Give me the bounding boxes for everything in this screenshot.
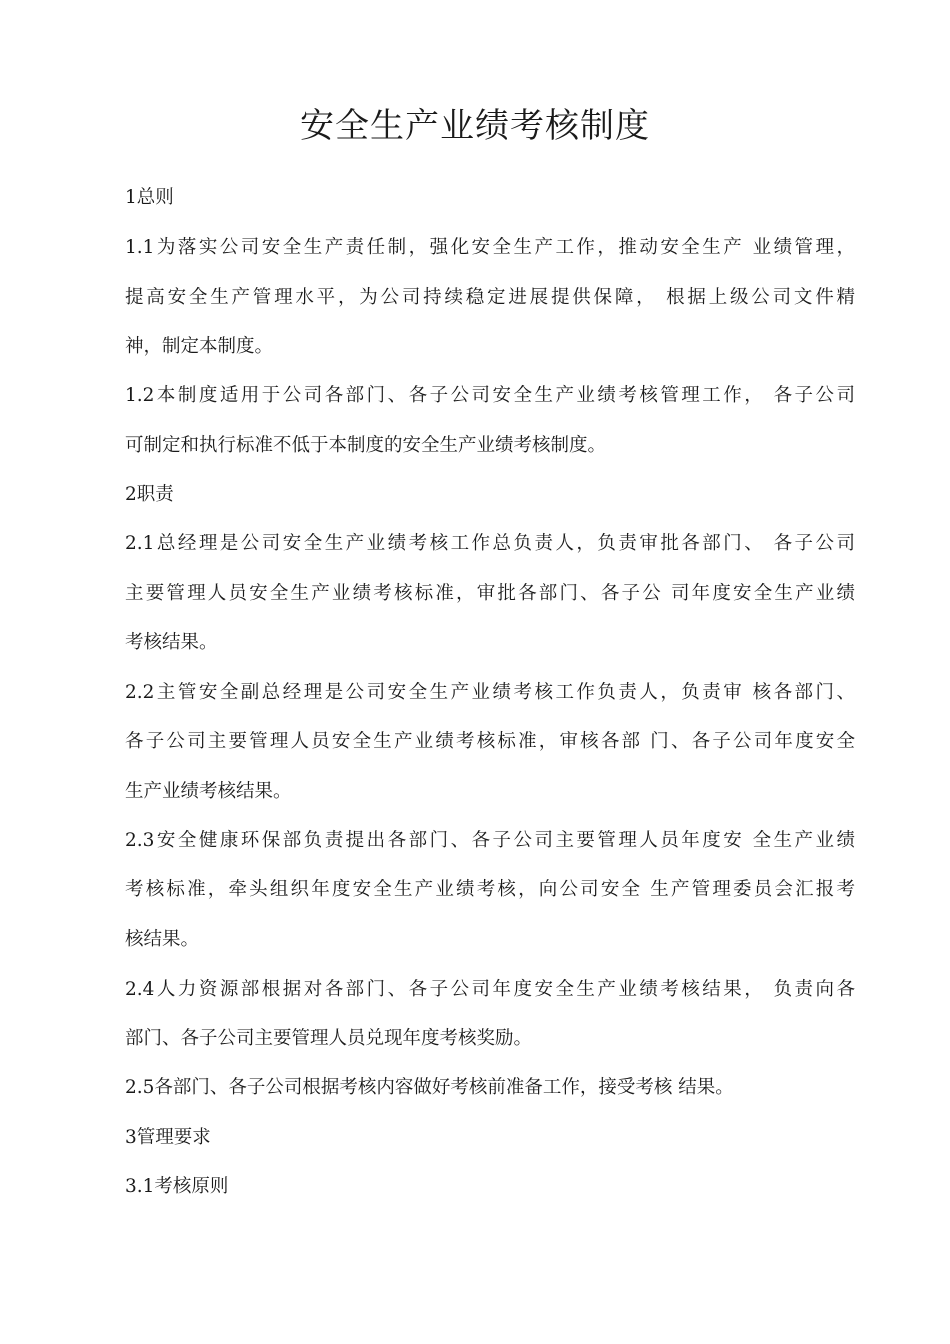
paragraph-line: 核结果。 xyxy=(125,929,200,950)
section-heading-duties: 2职责 xyxy=(125,484,174,505)
paragraph-line: 可制定和执行标准不低于本制度的安全生产业绩考核制度。 xyxy=(125,435,607,456)
paragraph-line: 考核结果。 xyxy=(125,632,218,653)
document-title: 安全生产业绩考核制度 xyxy=(300,106,650,146)
paragraph-line: 2.5各部门、各子公司根据考核内容做好考核前准备工作，接受考核 结果。 xyxy=(125,1077,734,1098)
paragraph-line: 各子公司主要管理人员安全生产业绩考核标准，审核各部 门、各子公司年度安全 xyxy=(125,731,855,752)
paragraph-line: 1.2本制度适用于公司各部门、各子公司安全生产业绩考核管理工作， 各子公司 xyxy=(125,385,855,406)
paragraph-line: 部门、各子公司主要管理人员兑现年度考核奖励。 xyxy=(125,1028,533,1049)
section-heading-general: 1总则 xyxy=(125,187,174,208)
subsection-heading-principles: 3.1考核原则 xyxy=(125,1176,229,1197)
paragraph-line: 2.1总经理是公司安全生产业绩考核工作总负责人，负责审批各部门、 各子公司 xyxy=(125,533,855,554)
paragraph-line: 提高安全生产管理水平，为公司持续稳定进展提供保障， 根据上级公司文件精 xyxy=(125,287,855,308)
paragraph-line: 神，制定本制度。 xyxy=(125,336,274,357)
paragraph-line: 考核标准，牵头组织年度安全生产业绩考核，向公司安全 生产管理委员会汇报考 xyxy=(125,879,855,900)
paragraph-line: 2.4人力资源部根据对各部门、各子公司年度安全生产业绩考核结果， 负责向各 xyxy=(125,979,855,1000)
paragraph-line: 1.1为落实公司安全生产责任制，强化安全生产工作，推动安全生产 业绩管理， xyxy=(125,237,855,258)
paragraph-line: 2.3安全健康环保部负责提出各部门、各子公司主要管理人员年度安 全生产业绩 xyxy=(125,830,855,851)
paragraph-line: 主要管理人员安全生产业绩考核标准，审批各部门、各子公 司年度安全生产业绩 xyxy=(125,583,855,604)
paragraph-line: 2.2主管安全副总经理是公司安全生产业绩考核工作负责人，负责审 核各部门、 xyxy=(125,682,855,703)
paragraph-line: 生产业绩考核结果。 xyxy=(125,781,292,802)
section-heading-management: 3管理要求 xyxy=(125,1127,211,1148)
